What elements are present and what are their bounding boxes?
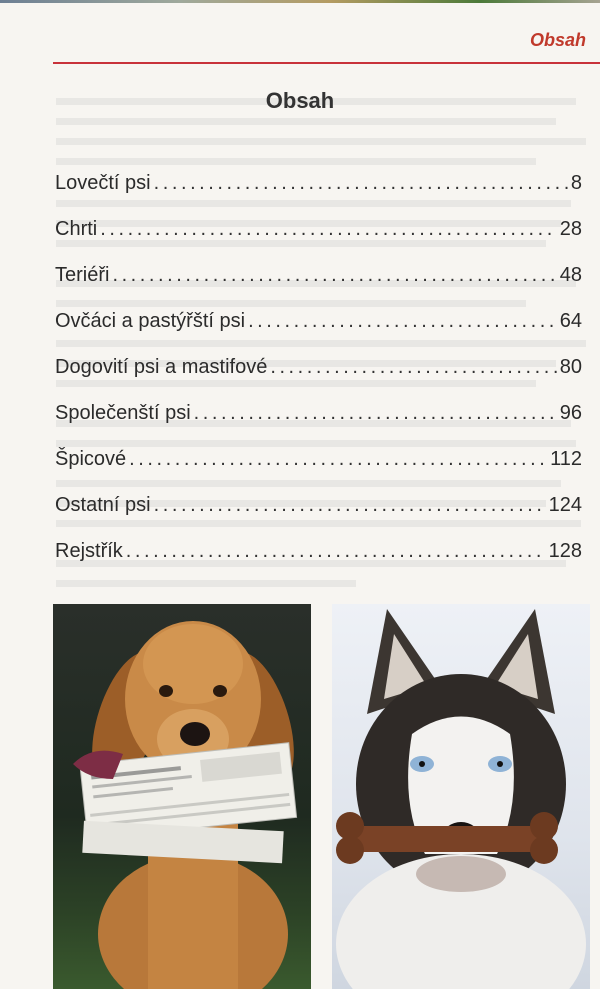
toc-entry[interactable] xyxy=(55,172,582,218)
toc-entry-page: 48 xyxy=(559,264,582,286)
golden-retriever-illustration xyxy=(53,604,311,989)
toc-entry-label: Špicové xyxy=(55,448,127,470)
toc-leader-dots xyxy=(194,402,557,425)
toc-entry-page: 64 xyxy=(559,310,582,332)
toc-entry[interactable] xyxy=(55,494,582,540)
toc-entry[interactable] xyxy=(55,310,582,356)
toc-leader-dots xyxy=(112,264,556,287)
toc-entry[interactable] xyxy=(55,218,582,264)
toc-entry[interactable] xyxy=(55,356,582,402)
toc-entry-page: 128 xyxy=(548,540,582,562)
toc-leader-dots xyxy=(248,310,557,333)
toc-entry-label: Ostatní psi xyxy=(55,494,151,516)
toc-entry-page: 112 xyxy=(550,448,582,470)
toc-entry-label: Ovčáci a pastýřští psi xyxy=(55,310,246,332)
husky-illustration xyxy=(332,604,590,989)
toc-leader-dots xyxy=(129,448,547,471)
toc-leader-dots xyxy=(270,356,556,379)
header-rule xyxy=(53,62,600,64)
toc-entry-page: 124 xyxy=(548,494,582,516)
toc-entry-label: Chrti xyxy=(55,218,98,240)
toc-entry-label: Dogovití psi a mastifové xyxy=(55,356,268,378)
toc-title: Obsah xyxy=(265,88,335,113)
toc-entry-label: Teriéři xyxy=(55,264,110,286)
toc-entry[interactable] xyxy=(55,540,582,586)
toc-entry-page: 8 xyxy=(570,172,582,194)
toc-entry-page: 28 xyxy=(559,218,582,240)
toc-entry-label: Lovečtí psi xyxy=(55,172,151,194)
table-of-contents xyxy=(55,172,582,586)
photo-husky xyxy=(332,604,590,989)
toc-entry[interactable] xyxy=(55,402,582,448)
toc-leader-dots xyxy=(126,540,546,563)
toc-entry-page: 80 xyxy=(559,356,582,378)
top-color-strip xyxy=(0,0,600,3)
toc-leader-dots xyxy=(100,218,557,241)
toc-entry-page: 96 xyxy=(559,402,582,424)
toc-entry-label: Rejstřík xyxy=(55,540,123,562)
toc-entry[interactable] xyxy=(55,264,582,310)
photo-golden-retriever xyxy=(53,604,311,989)
toc-entry[interactable] xyxy=(55,448,582,494)
toc-leader-dots xyxy=(154,172,568,195)
toc-leader-dots xyxy=(154,494,546,517)
toc-entry-label: Společenští psi xyxy=(55,402,191,424)
running-head-title: Obsah xyxy=(529,30,586,50)
